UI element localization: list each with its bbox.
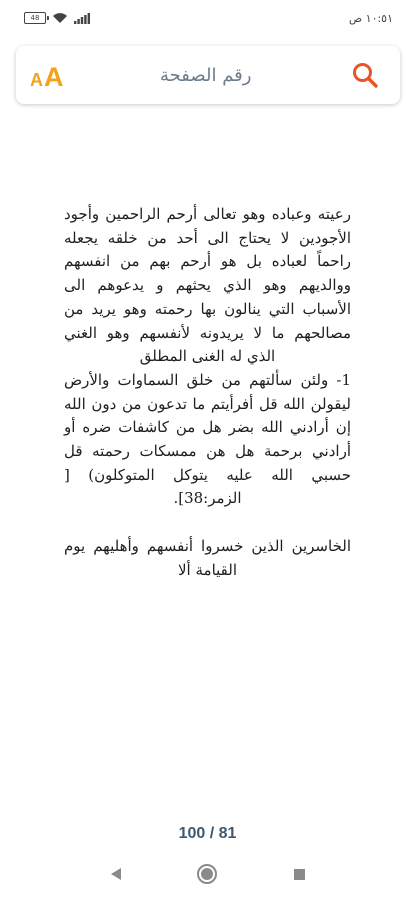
battery-level: 48 xyxy=(30,14,40,22)
nav-recents-button[interactable] xyxy=(284,859,314,889)
recents-square-icon xyxy=(293,868,306,881)
font-size-big-a: A xyxy=(44,62,64,92)
content-paragraph-3: الخاسرين الذين خسروا أنفسهم وأهليهم يوم القيامة ألا xyxy=(64,537,351,579)
back-triangle-icon xyxy=(109,867,123,881)
battery-icon xyxy=(24,12,46,24)
navigation-bar xyxy=(0,848,415,900)
nav-home-button[interactable] xyxy=(192,859,222,889)
search-icon xyxy=(351,61,379,89)
paragraph-spacer xyxy=(64,511,351,535)
wifi-icon xyxy=(52,12,68,24)
signal-icon xyxy=(74,13,90,24)
home-circle-icon xyxy=(196,863,218,885)
status-icons xyxy=(24,12,90,24)
status-bar xyxy=(0,0,415,36)
content-paragraph-1: رعيته وعباده وهو تعالى أرحم الراحمين وأجود الأجودين لا يحتاج الى أحد من خلقه يجعله راحماً لعباده بل هو أرحم بهم من انفسهم ووالديهم وهو الذي يحثهم و يدعوهم الى الأسباب التي ينالون بها رحمته وهو يريد من مصالحهم ما لا يريدونه لأنفسهم وهو الغني الذي له الغنى المطلق xyxy=(64,205,351,366)
search-button[interactable] xyxy=(348,58,382,92)
nav-back-button[interactable] xyxy=(101,859,131,889)
font-size-button[interactable] xyxy=(30,58,64,92)
status-time: ١٠:٥١ ص xyxy=(348,11,393,25)
page-number-input[interactable] xyxy=(104,64,308,87)
content-paragraph-2: 1- ولئن سألتهم من خلق السماوات والأرض ليقولن الله قل أفرأيتم ما تدعون من دون الله إن أرادني الله بضر هل من كاشفات ضره أو أرادني برحمة هل هن ممسكات رحمته قل حسبي الله عليه يتوكل المتوكلون) [ الزمر:38]. xyxy=(64,370,351,508)
page-content xyxy=(64,203,351,583)
header-card xyxy=(16,46,400,104)
page-indicator: 100 / 81 xyxy=(178,825,237,842)
font-size-small-a: A xyxy=(30,70,43,90)
